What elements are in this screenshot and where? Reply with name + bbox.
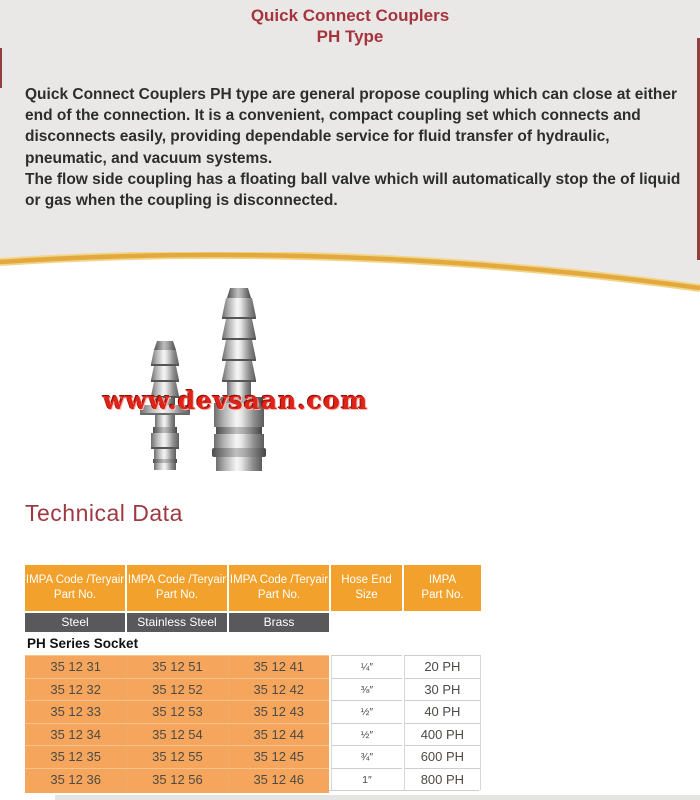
header-cell-impa-part-no [404, 565, 481, 611]
table-row [25, 745, 481, 768]
cell-impa-part: 30 PH [404, 678, 481, 701]
table-row [25, 655, 481, 678]
header-text: Part No. [421, 589, 464, 601]
header-cell-hose-end-size [331, 565, 402, 611]
technical-data-heading: Technical Data [25, 500, 183, 526]
cell-steel-code: 35 12 35 [25, 745, 126, 768]
header-cell-brass [229, 565, 329, 611]
cell-brass-code: 35 12 41 [228, 655, 329, 678]
table-bottom-edge [25, 790, 481, 793]
cell-stainless-code: 35 12 54 [126, 723, 227, 746]
cell-stainless-code: 35 12 51 [126, 655, 227, 678]
material-cell-stainless-steel: Stainless Steel [127, 613, 227, 632]
cell-hose-size: ½″ [331, 700, 402, 723]
description-paragraph-1: Quick Connect Couplers PH type are general propose coupling which can close at either end of the connection. It is a convenient, compact coupling set which connects and disconnects easily, providing dependable service for fluid transfer of hydraulic, pneumatic, and vacuum systems. [25, 86, 678, 167]
header-cell-steel [25, 565, 125, 611]
table-row [25, 700, 481, 723]
cell-impa-part: 600 PH [404, 745, 481, 768]
page-title-line2: PH Type [316, 27, 384, 46]
cell-steel-code: 35 12 36 [25, 768, 126, 791]
page-title [0, 5, 700, 47]
material-cell-brass: Brass [229, 613, 329, 632]
page-title-line1: Quick Connect Couplers [250, 6, 450, 25]
table-row [25, 678, 481, 701]
cell-hose-size: ¼″ [331, 655, 402, 678]
header-text: Part No. [155, 589, 199, 601]
cell-stainless-code: 35 12 53 [126, 700, 227, 723]
cell-impa-part: 20 PH [404, 655, 481, 678]
header-text: Hose End [341, 574, 392, 586]
header-text: IMPA Code /Teryair [127, 574, 227, 586]
cell-impa-part: 400 PH [404, 723, 481, 746]
cell-stainless-code: 35 12 56 [126, 768, 227, 791]
cell-brass-code: 35 12 43 [228, 700, 329, 723]
header-text: Size [355, 589, 378, 601]
cell-hose-size: ¾″ [331, 745, 402, 768]
table-material-row [25, 611, 481, 632]
left-red-edge-line [0, 48, 2, 88]
cell-brass-code: 35 12 46 [228, 768, 329, 791]
cell-impa-part: 800 PH [404, 768, 481, 791]
cell-steel-code: 35 12 33 [25, 700, 126, 723]
cell-steel-code: 35 12 34 [25, 723, 126, 746]
page-bottom-strip [55, 795, 700, 800]
description-paragraph-2: The flow side coupling has a floating ball valve which will automatically stop the of liquid or gas when the coupling is disconnected. [25, 170, 681, 210]
table-bottom-border [329, 790, 479, 793]
header-cell-stainless [127, 565, 227, 611]
product-description [25, 84, 693, 211]
header-text: IMPA Code /Teryair [229, 574, 329, 586]
table-row [25, 768, 481, 791]
header-text: Part No. [53, 589, 97, 601]
cell-hose-size: 1″ [331, 768, 402, 791]
cell-brass-code: 35 12 44 [228, 723, 329, 746]
cell-hose-size: ⅜″ [331, 678, 402, 701]
cell-brass-code: 35 12 45 [228, 745, 329, 768]
table-bottom-orange [25, 790, 329, 793]
header-text: IMPA Code /Teryair [25, 574, 125, 586]
table-group-label: PH Series Socket [25, 632, 481, 655]
cell-impa-part: 40 PH [404, 700, 481, 723]
gold-curve-divider [0, 252, 700, 298]
cell-steel-code: 35 12 31 [25, 655, 126, 678]
cell-hose-size: ½″ [331, 723, 402, 746]
header-text: Part No. [257, 589, 301, 601]
table-header-row [25, 565, 481, 611]
watermark-text: www.devsaan.com [103, 386, 369, 415]
technical-data-table [25, 565, 481, 793]
coupler-image-large [205, 287, 273, 471]
cell-stainless-code: 35 12 55 [126, 745, 227, 768]
material-cell-steel: Steel [25, 613, 125, 632]
header-text: IMPA [428, 574, 457, 586]
cell-brass-code: 35 12 42 [228, 678, 329, 701]
table-row [25, 723, 481, 746]
cell-stainless-code: 35 12 52 [126, 678, 227, 701]
cell-steel-code: 35 12 32 [25, 678, 126, 701]
